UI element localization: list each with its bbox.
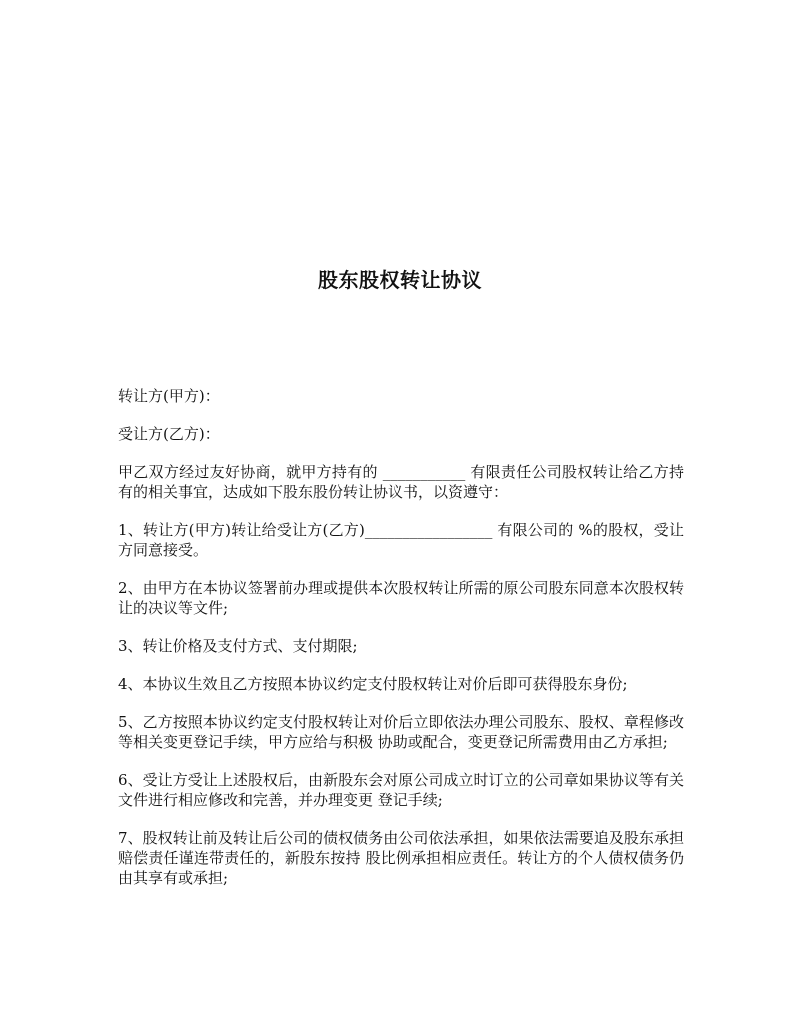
- paragraph-preamble: 甲乙双方经过友好协商，就甲方持有的 ___________ 有限责任公司股权转让给乙方持有的相关事宜，达成如下股东股份转让协议书，以资遵守：: [118, 463, 684, 501]
- paragraph-transferor: 转让方(甲方)：: [118, 387, 220, 405]
- paragraph-transferee: 受让方(乙方)：: [118, 425, 220, 443]
- document-body: [118, 386, 684, 906]
- paragraph-clause-7: 7、股权转让前及转让后公司的债权债务由公司依法承担，如果依法需要追及股东承担赔偿责任谨连带责任的，新股东按持 股比例承担相应责任。转让方的个人债权债务仍由其享有或承担;: [118, 829, 684, 887]
- paragraph-clause-6: 6、受让方受让上述股权后，由新股东会对原公司成立时订立的公司章如果协议等有关文件进行相应修改和完善，并办理变更 登记手续;: [118, 771, 684, 809]
- document-title: 股东股权转让协议: [318, 268, 482, 292]
- paragraph-clause-2: 2、由甲方在本协议签署前办理或提供本次股权转让所需的原公司股东同意本次股权转让的决议等文件;: [118, 579, 684, 617]
- paragraph-clause-5: 5、乙方按照本协议约定支付股权转让对价后立即依法办理公司股东、股权、章程修改等相关变更登记手续，甲方应给与积极 协助或配合，变更登记所需费用由乙方承担;: [118, 713, 684, 751]
- paragraph-clause-3: 3、转让价格及支付方式、支付期限;: [118, 637, 358, 655]
- paragraph-clause-1: 1、转让方(甲方)转让给受让方(乙方)_________________ 有限公司的 %的股权，受让方同意接受。: [118, 521, 684, 559]
- paragraph-clause-4: 4、本协议生效且乙方按照本协议约定支付股权转让对价后即可获得股东身份;: [118, 675, 628, 693]
